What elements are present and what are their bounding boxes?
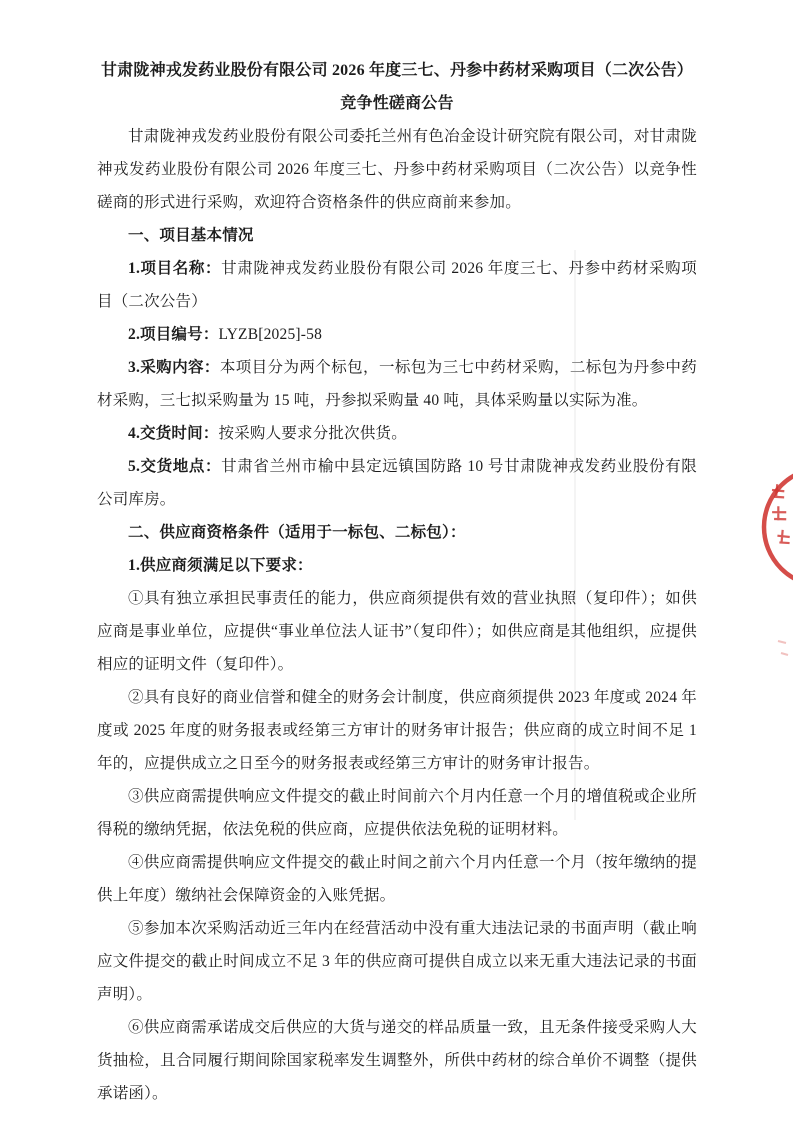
supplier-requirements-subheading: 1.供应商须满足以下要求： <box>128 557 313 574</box>
item-project-number <box>97 318 697 351</box>
item-procurement-content <box>97 351 697 417</box>
item-project-number-text: LYZB[2025]-58 <box>218 326 323 343</box>
item-delivery-location-label: 5.交货地点： <box>128 458 222 475</box>
requirement-1: ①具有独立承担民事责任的能力，供应商须提供有效的营业执照（复印件）；如供应商是事业单位，应提供“事业单位法人证书”（复印件）；如供应商是其他组织，应提供相应的证明文件（复印件）。 <box>97 590 697 673</box>
item-delivery-location <box>97 450 697 516</box>
scan-artifact-line <box>574 250 576 820</box>
requirement-6: ⑥供应商需承诺成交后供应的大货与递交的样品质量一致，且无条件接受采购人大货抽检，且合同履行期间除国家税率发生调整外，所供中药材的综合单价不调整（提供承诺函）。 <box>97 1019 697 1102</box>
item-procurement-content-label: 3.采购内容： <box>128 359 220 376</box>
requirement-2: ②具有良好的商业信誉和健全的财务会计制度，供应商须提供 2023 年度或 2024 年度或 2025 年度的财务报表或经第三方审计的财务审计报告；供应商的成立时间不足 1 年的，应提供成立之日至今的财务报表或经第三方审计的财务审计报告。 <box>97 689 697 772</box>
document-title-line1: 甘肃陇神戎发药业股份有限公司 2026 年度三七、丹参中药材采购项目（二次公告） <box>100 62 693 79</box>
item-project-name-text: 甘肃陇神戎发药业股份有限公司 2026 年度三七、丹参中药材采购项目（二次公告） <box>97 260 697 310</box>
intro-paragraph: 甘肃陇神戎发药业股份有限公司委托兰州有色冶金设计研究院有限公司，对甘肃陇神戎发药业股份有限公司 2026 年度三七、丹参中药材采购项目（二次公告）以竞争性磋商的形式进行采购，欢迎符合资格条件的供应商前来参加。 <box>97 128 697 211</box>
requirement-3: ③供应商需提供响应文件提交的截止时间前六个月内任意一个月的增值税或企业所得税的缴纳凭据，依法免税的供应商，应提供依法免税的证明材料。 <box>97 788 697 838</box>
section1-heading: 一、项目基本情况 <box>128 227 254 244</box>
item-project-name-label: 1.项目名称： <box>128 260 222 277</box>
item-project-name <box>97 252 697 318</box>
item-procurement-content-text: 本项目分为两个标包，一标包为三七中药材采购，二标包为丹参中药材采购，三七拟采购量为 15 吨，丹参拟采购量 40 吨，具体采购量以实际为准。 <box>97 359 697 409</box>
item-delivery-time-label: 4.交货时间： <box>128 425 219 442</box>
item-delivery-time <box>97 417 697 450</box>
document-title-line2: 竞争性磋商公告 <box>340 95 454 112</box>
item-delivery-time-text: 按采购人要求分批次供货。 <box>218 425 407 442</box>
requirement-4: ④供应商需提供响应文件提交的截止时间之前六个月内任意一个月（按年缴纳的提供上年度）缴纳社会保障资金的入账凭据。 <box>97 854 697 904</box>
section2-heading: 二、供应商资格条件（适用于一标包、二标包）： <box>128 524 466 541</box>
item-delivery-location-text: 甘肃省兰州市榆中县定远镇国防路 10 号甘肃陇神戎发药业股份有限公司库房。 <box>97 458 698 508</box>
requirement-5: ⑤参加本次采购活动近三年内在经营活动中没有重大违法记录的书面声明（截止响应文件提交的截止时间成立不足 3 年的供应商可提供自成立以来无重大违法记录的书面声明）。 <box>97 920 697 1003</box>
item-project-number-label: 2.项目编号： <box>128 326 219 343</box>
